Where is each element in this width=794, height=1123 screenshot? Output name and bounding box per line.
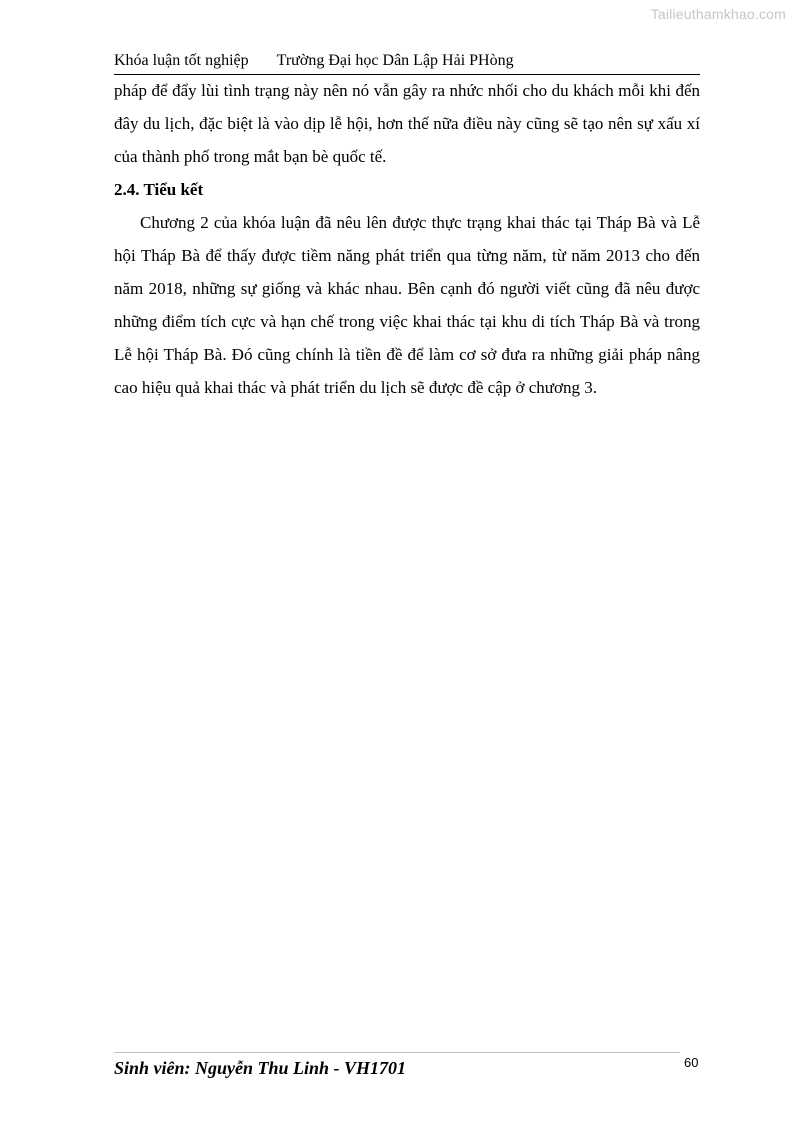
footer-student-name: Sinh viên: Nguyễn Thu Linh - VH1701 (114, 1058, 407, 1078)
header-thesis-label: Khóa luận tốt nghiệp (114, 52, 249, 69)
footer-divider (114, 1052, 680, 1053)
summary-paragraph: Chương 2 của khóa luận đã nêu lên được thực trạng khai thác tại Tháp Bà và Lễ hội Tháp Bà để thấy được tiềm năng phát triển qua từng năm, từ năm 2013 cho đến năm 2018, những sự giống và khác nhau. Bên cạnh đó người viết cũng đã nêu được những điểm tích cực và hạn chế trong việc khai thác tại khu di tích Tháp Bà và trong Lễ hội Tháp Bà. Đó cũng chính là tiền đề để làm cơ sở đưa ra những giải pháp nâng cao hiệu quả khai thác và phát triển du lịch sẽ được đề cập ở chương 3. (114, 213, 700, 397)
page-header (114, 51, 700, 75)
watermark: Tailieuthamkhao.com (650, 6, 786, 22)
header-university-label: Trường Đại học Dân Lập Hải PHòng (276, 52, 514, 69)
intro-paragraph: pháp để đẩy lùi tình trạng này nên nó vẫn gây ra nhức nhối cho du khách mỗi khi đến đây du lịch, đặc biệt là vào dịp lễ hội, hơn thế nữa điều này cũng sẽ tạo nên sự xấu xí của thành phố trong mắt bạn bè quốc tế. (114, 81, 700, 166)
section-heading: 2.4. Tiểu kết (114, 180, 204, 199)
page-body (114, 74, 700, 404)
page-number: 60 (684, 1055, 699, 1070)
